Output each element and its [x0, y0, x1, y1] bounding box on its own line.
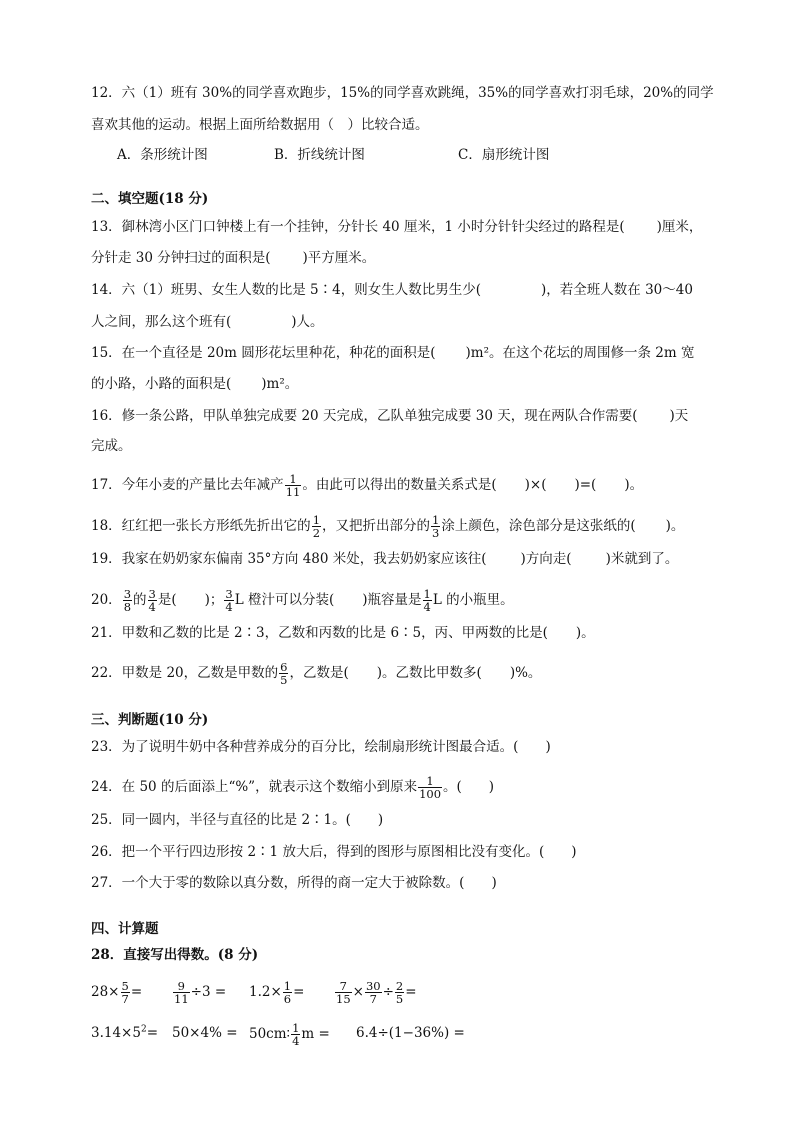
q25: 25．同一圆内，半径与直径的比是 2∶1。( ): [91, 812, 384, 828]
q12-line1: 12．六（1）班有 30%的同学喜欢跑步，15%的同学喜欢跳绳，35%的同学喜欢打羽毛球，20%的同学: [91, 85, 714, 101]
q15-line1: 15．在一个直径是 20m 圆形花坛里种花，种花的面积是( )m²。在这个花坛的周围修一条 2m 宽: [91, 345, 695, 361]
q16-line2: 完成。: [91, 438, 132, 454]
fraction: $\frac{9}{11}$: [174, 979, 189, 1006]
fraction: $\frac{1}{11}$: [285, 472, 301, 499]
q14-line2: 人之间，那么这个班有( )人。: [91, 314, 324, 330]
section-judge-title: 三、判断题(10 分): [91, 712, 209, 728]
fraction: $\frac{3}{4}$: [148, 587, 156, 614]
fraction: $\frac{3}{4}$: [225, 587, 233, 614]
q12-option-b: B．折线统计图: [274, 147, 365, 163]
calc-expr-8: 6.4÷(1−36%) =: [356, 1025, 465, 1041]
calc-expr-2: $\frac{9}{11}$ ÷3 =: [174, 979, 227, 1006]
section-calc-title: 四、计算题: [91, 921, 159, 937]
q21: 21．甲数和乙数的比是 2∶3，乙数和丙数的比是 6∶5，丙、甲两数的比是( )。: [91, 625, 595, 641]
q13-line2: 分针走 30 分钟扫过的面积是( )平方厘米。: [91, 250, 376, 266]
q24: 24．在 50 的后面添上“%”，就表示这个数缩小到原来 $\frac{1}{100}$ 。( ): [91, 774, 495, 801]
calc-expr-5: $3.14\times 5^2=$: [91, 1024, 159, 1041]
q22: 22．甲数是 20，乙数是甲数的 $\frac{6}{5}$ ，乙数是( )。乙数比甲数多( )%。: [91, 660, 542, 687]
q12-line2: 喜欢其他的运动。根据上面所给数据用（ ）比较合适。: [91, 117, 429, 133]
fraction: $\frac{1}{4}$: [292, 1021, 300, 1048]
q28: 28．直接写出得数。(8 分): [91, 947, 259, 963]
q14-line1: 14．六（1）班男、女生人数的比是 5∶4，则女生人数比男生少( )，若全班人数在 30～40: [91, 282, 693, 298]
fraction: $\frac{1}{6}$: [283, 979, 292, 1006]
calc-expr-1: 28× $\frac{5}{7}$ =: [91, 979, 143, 1006]
q12-option-a: A．条形统计图: [117, 147, 208, 163]
q15-line2: 的小路，小路的面积是( )m²。: [91, 376, 299, 392]
fraction: $\frac{7}{15}$: [336, 979, 351, 1006]
fraction: $\frac{1}{2}$: [312, 513, 321, 540]
fraction: $\frac{1}{3}$: [432, 513, 440, 540]
q26: 26．把一个平行四边形按 2∶1 放大后，得到的图形与原图相比没有变化。( ): [91, 844, 577, 860]
q18: 18．红红把一张长方形纸先折出它的 $\frac{1}{2}$ ，又把折出部分的 $\frac{1}{3}$ 涂上颜色，涂色部分是这张纸的( )。: [91, 513, 685, 540]
calc-expr-7: 50cm∶ $\frac{1}{4}$ m =: [249, 1021, 330, 1048]
fraction: $\frac{1}{4}$: [423, 587, 431, 614]
calc-expr-6: 50×4% =: [172, 1025, 238, 1041]
q23: 23．为了说明牛奶中各种营养成分的百分比，绘制扇形统计图最合适。( ): [91, 739, 551, 755]
calc-expr-4: $\frac{7}{15}$ × $\frac{30}{7}$ ÷ $\frac{2}{5}$ =: [336, 979, 417, 1006]
fraction: $\frac{5}{7}$: [121, 979, 129, 1006]
section-fill-title: 二、填空题(18 分): [91, 191, 209, 207]
fraction: $\frac{2}{5}$: [395, 979, 404, 1006]
q20: 20． $\frac{3}{8}$ 的 $\frac{3}{4}$ 是( )； $\frac{3}{4}$ L 橙汁可以分装( )瓶容量是 $\frac{1}{4}$ L 的小瓶里。: [91, 587, 514, 614]
calc-expr-3: 1.2× $\frac{1}{6}$ =: [249, 979, 305, 1006]
q19: 19．我家在奶奶家东偏南 35°方向 480 米处，我去奶奶家应该往( )方向走( )米就到了。: [91, 551, 679, 567]
q27: 27．一个大于零的数除以真分数，所得的商一定大于被除数。( ): [91, 875, 497, 891]
fraction: $\frac{30}{7}$: [365, 979, 381, 1006]
fraction: $\frac{3}{8}$: [123, 587, 132, 614]
fraction: $\frac{1}{100}$: [419, 774, 442, 801]
q12-option-c: C．扇形统计图: [458, 147, 550, 163]
q13-line1: 13．御林湾小区门口钟楼上有一个挂钟，分针长 40 厘米，1 小时分针针尖经过的路程是( )厘米，: [91, 219, 703, 235]
q17: 17．今年小麦的产量比去年减产 $\frac{1}{11}$ 。由此可以得出的数量关系式是( )×( )=( )。: [91, 472, 644, 499]
fraction: $\frac{6}{5}$: [280, 660, 288, 687]
q16-line1: 16．修一条公路，甲队单独完成要 20 天完成，乙队单独完成要 30 天，现在两队合作需要( )天: [91, 408, 689, 424]
